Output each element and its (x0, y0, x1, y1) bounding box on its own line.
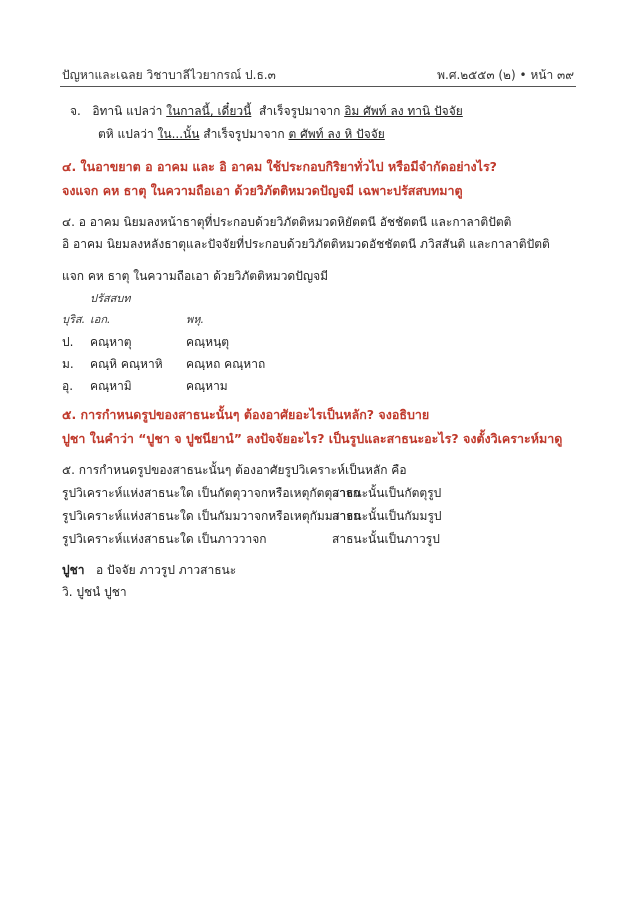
running-header-page: พ.ศ.๒๕๕๓ (๒) • หน้า ๓๙ (437, 68, 574, 82)
question-5-line2: ปูชา ในคำว่า “ปูชา จ ปูชนียานํ” ลงปัจจัยอะไร? เป็นรูปและสาธนะอะไร? จงตั้งวิเคราะห์มาดู (62, 431, 563, 446)
answer-5-intro: ๕. การกำหนดรูปของสาธนะนั้นๆ ต้องอาศัยรูปวิเคราะห์เป็นหลัก คือ (62, 463, 407, 477)
conj-row-singular: คณฺหามิ (90, 379, 132, 393)
rule-left: รูปวิเคราะห์แห่งสาธนะใด เป็นกัมมวาจกหรือเหตุกัมมวาจก (62, 509, 361, 523)
origin-underlined: ต ศัพท์ ลง หิ ปัจจัย (288, 127, 385, 141)
conj-row-plural: คณฺหนฺตุ (186, 335, 230, 349)
puja-line (62, 562, 236, 578)
pada-label: ปรัสสบท (90, 292, 131, 305)
term-definition: อิทานิ แปลว่า (92, 104, 163, 118)
conj-row-singular: คณฺหาตุ (90, 335, 132, 349)
origin-text: สำเร็จรูปมาจาก (258, 104, 341, 118)
rule-right: สาธนะนั้นเป็นภาวรูป (332, 532, 440, 546)
conj-row-person: ป. (62, 335, 74, 349)
item-marker: จ. (70, 104, 81, 118)
vigraha-line: วิ. ปูชนํ ปูชา (62, 585, 127, 599)
conj-row-person: อุ. (62, 379, 74, 393)
conj-row-plural: คณฺหถ คณฺหาถ (186, 357, 266, 371)
meaning-underlined: ใน...นั้น (157, 127, 200, 141)
col-header-singular: เอก. (90, 313, 111, 326)
origin-text: สำเร็จรูปมาจาก (203, 127, 285, 141)
term-definition: ตหิ แปลว่า (98, 127, 154, 141)
conj-row-plural: คณฺหาม (186, 379, 228, 393)
question-5-line1: ๕. การกำหนดรูปของสาธนะนั้นๆ ต้องอาศัยอะไรเป็นหลัก? จงอธิบาย (62, 407, 430, 422)
item-jo-line2 (98, 126, 385, 142)
rule-left: รูปวิเคราะห์แห่งสาธนะใด เป็นกัตตุวาจกหรือเหตุกัตตุวาจก (62, 486, 361, 500)
question-4-line1: ๔. ในอาขยาต อ อาคม และ อิ อาคม ใช้ประกอบกิริยาทั่วไป หรือมีจำกัดอย่างไร? (62, 159, 497, 174)
conj-row-singular: คณฺหิ คณฺหาหิ (90, 357, 163, 371)
rule-right: สาธนะนั้นเป็นกัตตุรูป (332, 486, 442, 500)
col-header-person: บุริส. (62, 313, 86, 326)
answer-4-line2: อิ อาคม นิยมลงหลังธาตุและปัจจัยที่ประกอบด้วยวิภัตติหมวดอัชชัตตนี ภวิสสันติ และกาลาติปัตติ (62, 237, 550, 251)
rule-left: รูปวิเคราะห์แห่งสาธนะใด เป็นภาววาจก (62, 532, 267, 546)
header-rule (60, 86, 576, 87)
item-jo-line1 (70, 103, 463, 119)
conjugation-intro: แจก คห ธาตุ ในความถือเอา ด้วยวิภัตติหมวดปัญจมี (62, 269, 329, 283)
rule-right: สาธนะนั้นเป็นกัมมรูป (332, 509, 442, 523)
puja-description: อ ปัจจัย ภาวรูป ภาวสาธนะ (95, 563, 237, 577)
answer-4-line1: ๔. อ อาคม นิยมลงหน้าธาตุที่ประกอบด้วยวิภัตติหมวดหิยัตตนี อัชชัตตนี และกาลาติปัตติ (62, 215, 512, 229)
running-header-title: ปัญหาและเฉลย วิชาบาลีไวยากรณ์ ป.ธ.๓ (62, 68, 276, 82)
col-header-plural: พหุ. (186, 313, 204, 326)
question-4-line2: จงแจก คห ธาตุ ในความถือเอา ด้วยวิภัตติหมวดปัญจมี เฉพาะปรัสสบทมาตู (62, 183, 463, 198)
puja-word: ปูชา (62, 563, 85, 577)
origin-underlined: อิม ศัพท์ ลง ทานิ ปัจจัย (344, 104, 463, 118)
conj-row-person: ม. (62, 357, 74, 371)
meaning-underlined: ในกาลนี้, เดี๋ยวนี้ (166, 104, 252, 118)
